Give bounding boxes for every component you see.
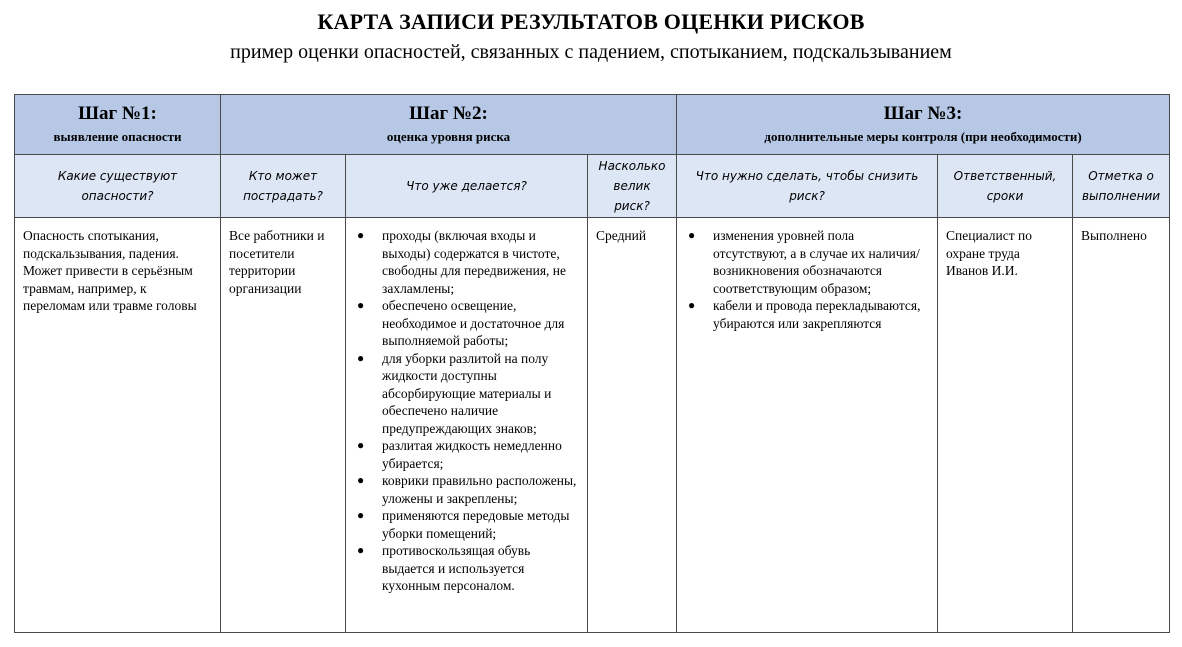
bullet-dot-icon: ● xyxy=(688,298,696,312)
bullet-dot-icon: ● xyxy=(357,473,365,487)
question-responsible: Ответственный, сроки xyxy=(938,155,1073,218)
list-item: ● разлитая жидкость немедленно убирается; xyxy=(357,438,562,471)
list-item: ● проходы (включая входы и выходы) содержатся в чистоте, свободны для передвижения, не захламлены; xyxy=(357,228,566,296)
step-1-header xyxy=(15,95,221,155)
question-hazards: Какие существуют опасности? xyxy=(15,155,221,218)
list-item: ● применяются передовые методы уборки помещений; xyxy=(357,508,570,541)
status-cell: Выполнено xyxy=(1073,218,1170,633)
step-1-subtitle: выявление опасности xyxy=(53,129,182,144)
list-item: ● изменения уровней пола отсутствуют, а в случае их наличия/возникновения обозначаются соответствующим образом; xyxy=(688,228,920,296)
step-3-title: Шаг №3: xyxy=(883,103,963,124)
responsible-cell: Специалист по охране труда Иванов И.И. xyxy=(938,218,1073,633)
risk-level-cell: Средний xyxy=(588,218,677,633)
bullet-dot-icon: ● xyxy=(357,543,365,557)
done-list xyxy=(354,227,579,595)
step-1-title: Шаг №1: xyxy=(78,103,157,124)
risk-assessment-table xyxy=(14,94,1170,633)
who-cell: Все работники и посетители территории организации xyxy=(221,218,346,633)
hazard-cell: Опасность спотыкания, подскальзывания, падения. Может привести в серьёзным травмам, например, к переломам или травме головы xyxy=(15,218,221,633)
questions-row xyxy=(15,155,1170,218)
step-2-header xyxy=(221,95,677,155)
bullet-dot-icon: ● xyxy=(357,350,365,365)
step-3-header xyxy=(677,95,1170,155)
bullet-dot-icon: ● xyxy=(688,228,696,242)
list-item: ● для уборки разлитой на полу жидкости доступны абсорбирующие материалы и обеспечено наличие предупреждающих знаков; xyxy=(357,350,552,436)
step-2-title: Шаг №2: xyxy=(409,103,488,124)
question-todo: Что нужно сделать, чтобы снизить риск? xyxy=(677,155,938,218)
todo-list xyxy=(685,227,929,332)
list-item: ● обеспечено освещение, необходимое и достаточное для выполняемой работы; xyxy=(357,298,565,348)
document-subtitle: пример оценки опасностей, связанных с падением, спотыканием, подскальзыванием xyxy=(230,41,952,63)
document-title: КАРТА ЗАПИСИ РЕЗУЛЬТАТОВ ОЦЕНКИ РИСКОВ xyxy=(317,9,865,34)
question-risk: Насколько велик риск? xyxy=(588,155,677,218)
list-item: ● кабели и провода перекладываются, убираются или закрепляются xyxy=(688,298,921,331)
list-item: ● противоскользящая обувь выдается и используется кухонным персоналом. xyxy=(357,543,531,593)
bullet-dot-icon: ● xyxy=(357,508,365,522)
done-cell xyxy=(346,218,588,633)
table-row xyxy=(15,218,1170,633)
todo-cell xyxy=(677,218,938,633)
question-done: Что уже делается? xyxy=(346,155,588,218)
list-item: ● коврики правильно расположены, уложены и закреплены; xyxy=(357,473,577,506)
bullet-dot-icon: ● xyxy=(357,298,365,312)
question-who: Кто может пострадать? xyxy=(221,155,346,218)
step-2-subtitle: оценка уровня риска xyxy=(386,129,511,144)
question-status: Отметка о выполнении xyxy=(1073,155,1170,218)
bullet-dot-icon: ● xyxy=(357,228,365,242)
bullet-dot-icon: ● xyxy=(357,438,365,452)
steps-header-row xyxy=(15,95,1170,155)
step-3-subtitle: дополнительные меры контроля (при необходимости) xyxy=(764,129,1082,144)
